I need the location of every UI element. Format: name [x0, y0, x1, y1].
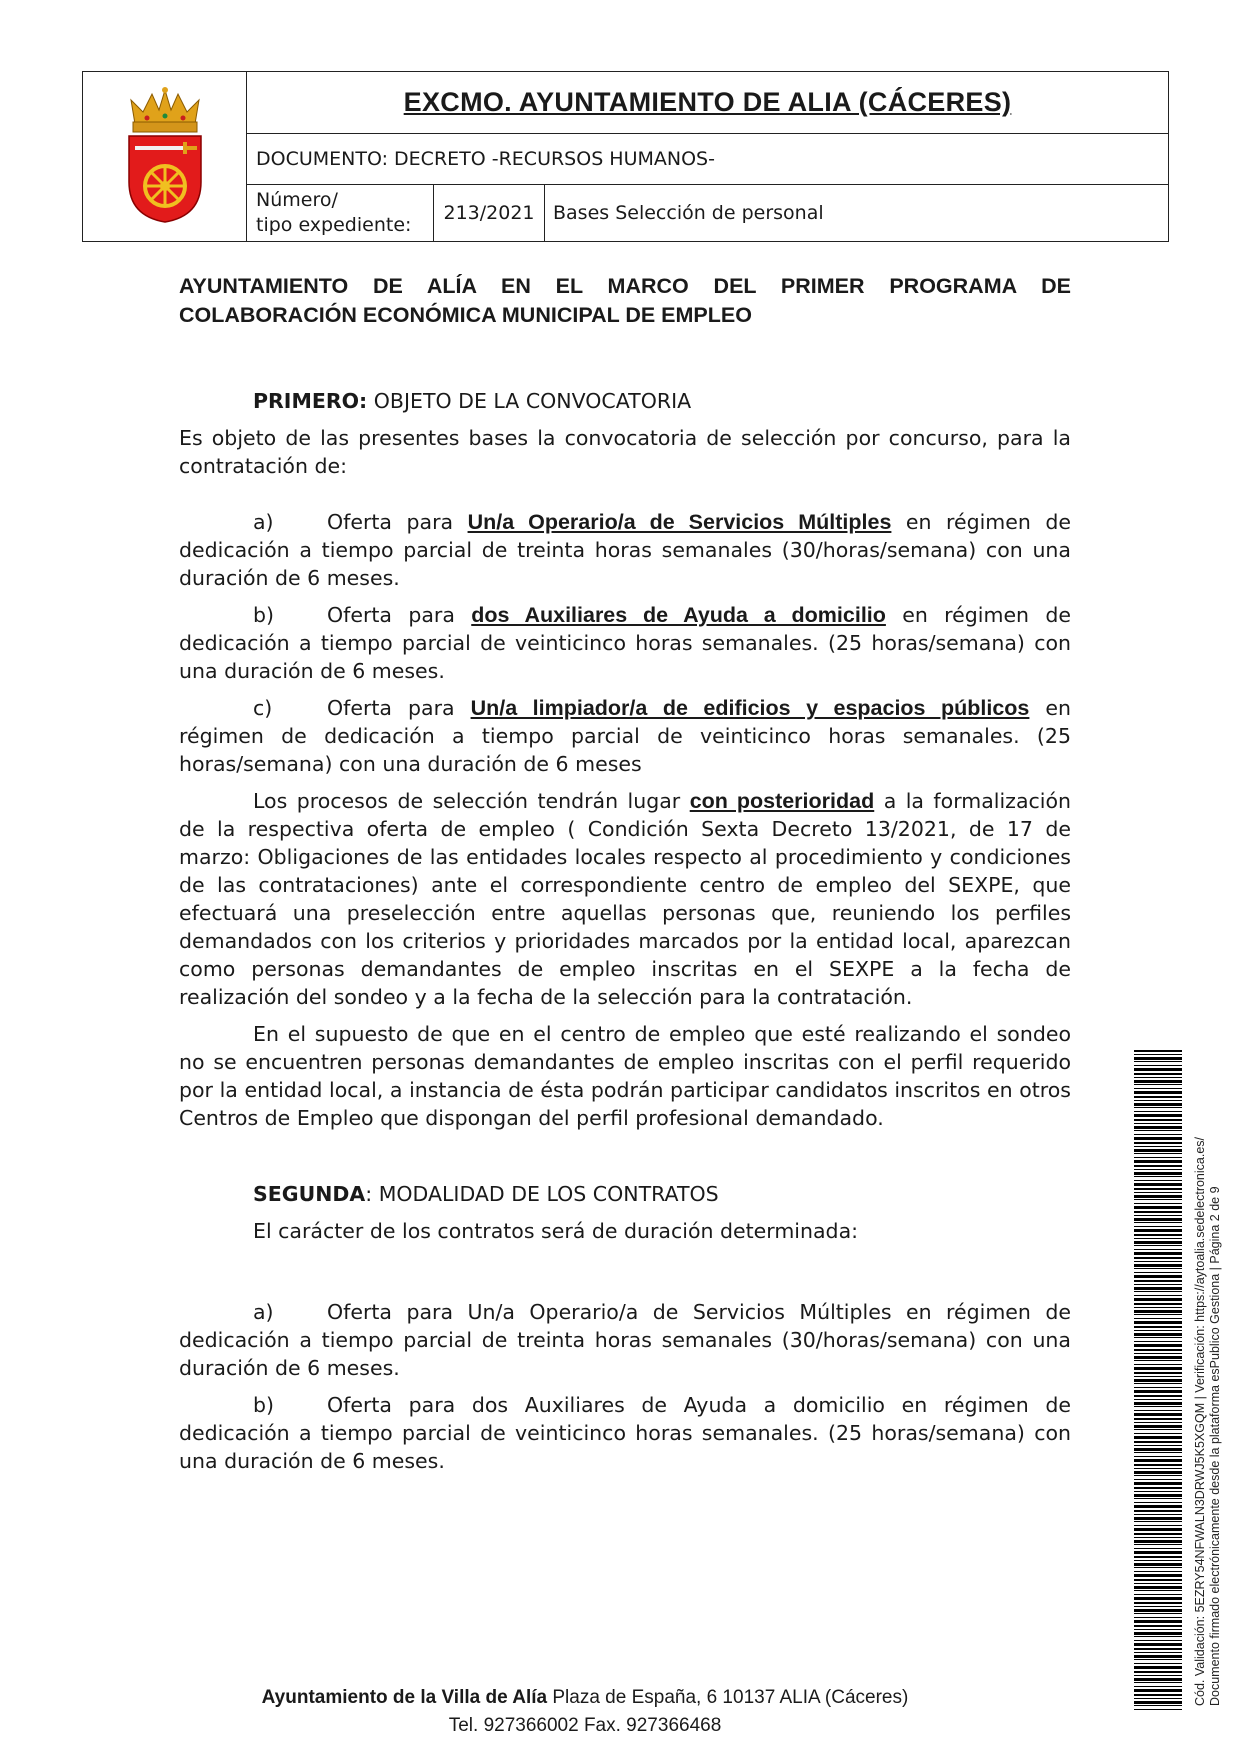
item-label: a) — [253, 1300, 274, 1324]
item-text: Oferta para dos Auxiliares de Ayuda a domicilio en régimen de dedicación a tiempo parcial de veinticinco horas semanales. (25 horas/semana) con una duración de 6 meses. — [179, 1393, 1071, 1473]
item-text: Oferta para — [327, 603, 472, 627]
expediente-label-line2: tipo expediente: — [256, 214, 412, 236]
expediente-description: Bases Selección de personal — [553, 202, 824, 224]
section-title: : MODALIDAD DE LOS CONTRATOS — [365, 1182, 719, 1206]
main-heading: AYUNTAMIENTO DE ALÍA EN EL MARCO DEL PRIMER PROGRAMA DE COLABORACIÓN ECONÓMICA MUNICIPAL DE EMPLEO — [179, 274, 1071, 327]
segunda-item-a — [179, 1298, 1071, 1382]
expediente-label — [256, 188, 426, 238]
header-title-row — [247, 72, 1168, 134]
document-body — [179, 272, 1071, 1475]
coat-of-arms-icon — [125, 86, 205, 224]
section-primero-title — [179, 387, 1071, 415]
paragraph-text: Los procesos de selección tendrán lugar — [253, 789, 690, 813]
page-footer — [0, 1684, 1170, 1740]
item-highlight: Un/a limpiador/a de edificios y espacios públicos — [470, 696, 1030, 720]
primero-item-b — [179, 601, 1071, 685]
document-type: DOCUMENTO: DECRETO -RECURSOS HUMANOS- — [256, 148, 715, 170]
item-highlight: dos Auxiliares de Ayuda a domicilio — [471, 603, 886, 627]
section-segunda-title — [179, 1180, 1071, 1208]
signature-info-line: Documento firmado electrónicamente desde la plataforma esPublico Gestiona | Página 2 de 9 — [1208, 1186, 1222, 1706]
paragraph-text: a la formalización de la respectiva oferta de empleo ( Condición Sexta Decreto 13/2021, de 17 de marzo: Obligaciones de las entidades locales respecto al procedimiento y condiciones de las contrataciones) ante el correspondiente centro de empleo del SEXPE, que efectuará una preselección entre aquellas personas que, reuniendo los perfiles demandados con los criterios y prioridades marcados por la entidad local, aparezcan como personas demandantes de empleo inscritas en el SEXPE a la fecha de realización del sondeo y a la fecha de la selección para la contratación. — [179, 789, 1072, 1009]
expediente-row — [247, 185, 1168, 241]
paragraph-highlight: con posterioridad — [689, 789, 875, 813]
item-text: en régimen de dedicación a tiempo parcial de treinta horas semanales (30/horas/semana) con una duración de 6 meses. — [179, 510, 1072, 590]
segunda-item-b — [179, 1391, 1071, 1475]
document-header — [82, 71, 1169, 242]
footer-address — [0, 1684, 1170, 1712]
validation-code-line: Cód. Validación: 5EZRY54NFWALN3DRWJ5K5XGQM | Verificación: https://aytoalia.sedelectronica.es/ — [1193, 1136, 1207, 1706]
item-label: c) — [253, 696, 273, 720]
footer-address-text: Plaza de España, 6 10137 ALIA (Cáceres) — [547, 1687, 909, 1708]
primero-paragraph-2: En el supuesto de que en el centro de empleo que esté realizando el sondeo no se encuentren personas demandantes de empleo inscritas con el perfil requerido por la entidad local, a instancia de ésta podrán participar candidatos inscritos en otros Centros de Empleo que dispongan del perfil profesional demandado. — [179, 1022, 1071, 1130]
item-highlight: Un/a Operario/a de Servicios Múltiples — [467, 510, 892, 534]
page-title: EXCMO. AYUNTAMIENTO DE ALIA (CÁCERES) — [403, 87, 1012, 117]
item-label: b) — [253, 1393, 275, 1417]
item-text: Oferta para — [327, 696, 471, 720]
item-text: en régimen de dedicación a tiempo parcial de veinticinco horas semanales. (25 horas/semana) con una duración de 6 meses. — [179, 603, 1072, 683]
logo-cell — [83, 72, 247, 241]
section-label: SEGUNDA — [253, 1182, 366, 1206]
primero-intro: Es objeto de las presentes bases la convocatoria de selección por concurso, para la contratación de: — [179, 426, 1071, 478]
item-text: Oferta para Un/a Operario/a de Servicios Múltiples en régimen de dedicación a tiempo parcial de treinta horas semanales (30/horas/semana) con una duración de 6 meses. — [179, 1300, 1071, 1380]
item-label: a) — [253, 510, 274, 534]
primero-item-c — [179, 694, 1071, 778]
section-label: PRIMERO: — [253, 389, 368, 413]
footer-org-name: Ayuntamiento de la Villa de Alía — [261, 1687, 548, 1708]
expediente-label-line1: Número/ — [256, 189, 338, 211]
segunda-intro: El carácter de los contratos será de duración determinada: — [253, 1219, 859, 1243]
item-label: b) — [253, 603, 275, 627]
footer-phone: Tel. 927366002 Fax. 927366468 — [448, 1715, 722, 1736]
item-text: en régimen de dedicación a tiempo parcial de veinticinco horas semanales. (25 horas/semana) con una duración de 6 meses — [179, 696, 1072, 776]
document-type-row — [247, 134, 1168, 185]
primero-paragraph-1 — [179, 787, 1071, 1011]
validation-barcode — [1134, 1050, 1182, 1710]
primero-item-a — [179, 508, 1071, 592]
expediente-number: 213/2021 — [433, 185, 545, 241]
validation-side-text — [1193, 1046, 1223, 1706]
section-title: OBJETO DE LA CONVOCATORIA — [367, 389, 692, 413]
item-text: Oferta para — [327, 510, 468, 534]
